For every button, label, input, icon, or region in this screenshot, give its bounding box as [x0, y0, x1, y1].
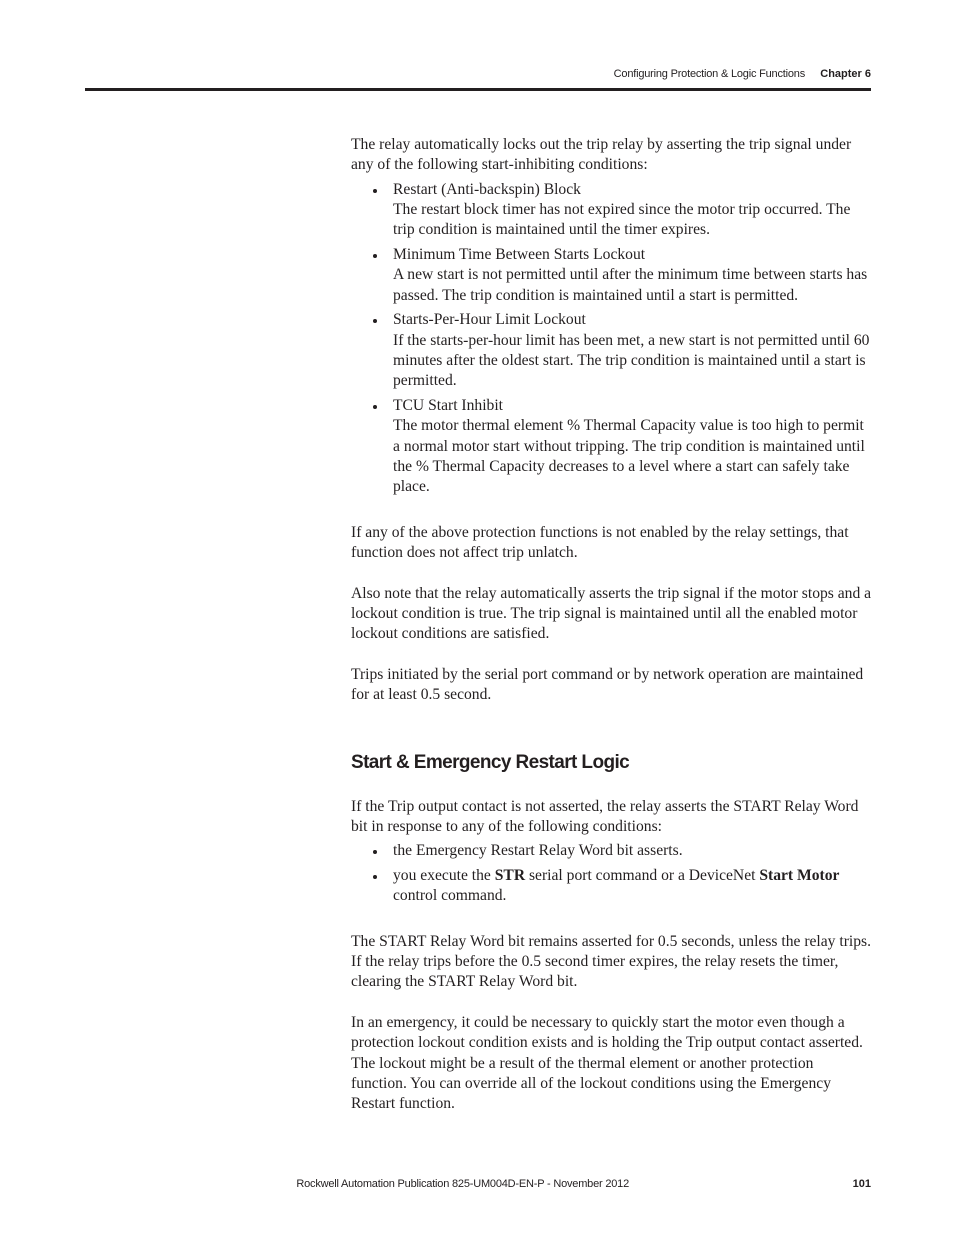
list-item — [351, 866, 873, 907]
list-item-text: The restart block timer has not expired since the motor trip occurred. The trip condition is maintained until the timer expires. — [393, 200, 851, 239]
bullet-icon — [373, 189, 377, 193]
str-command: STR — [494, 867, 526, 885]
page-number: 101 — [852, 1178, 871, 1190]
list-item-text: A new start is not permitted until after the minimum time between starts has passed. The trip condition is maintained until a start is permitted. — [393, 266, 868, 304]
section-heading: Start & Emergency Restart Logic — [351, 751, 630, 773]
bullet-icon — [373, 405, 377, 409]
bullet-icon — [373, 319, 377, 323]
page-footer — [85, 1176, 871, 1194]
list-item-title: Starts-Per-Hour Limit Lockout — [393, 311, 586, 329]
list-item-text-post: control command. — [393, 887, 507, 905]
section-intro-paragraph: If the Trip output contact is not asserted, the relay asserts the START Relay Word bit in response to any of the following conditions: — [351, 797, 859, 835]
header-rule — [85, 88, 871, 91]
list-item — [351, 180, 873, 241]
list-item-text-mid: serial port command or a DeviceNet — [525, 867, 760, 885]
list-item — [351, 396, 873, 497]
page-header — [85, 66, 871, 84]
bullet-icon — [373, 875, 377, 879]
list-item-title: Restart (Anti-backspin) Block — [393, 180, 581, 198]
list-item — [351, 245, 873, 306]
list-item-title: TCU Start Inhibit — [393, 397, 504, 415]
header-section-title: Configuring Protection & Logic Functions — [613, 68, 805, 80]
list-item — [351, 310, 873, 391]
list-item-title: Minimum Time Between Starts Lockout — [393, 245, 646, 263]
header-chapter-label: Chapter 6 — [820, 68, 871, 80]
paragraph-emergency-restart: In an emergency, it could be necessary to quickly start the motor even though a protection lockout condition exists and is holding the Trip output contact asserted. The lockout might be a result of the thermal element or another protection function. You can override all of the lockout conditions using the Emergency Restart function. — [351, 1014, 863, 1113]
intro-paragraph: The relay automatically locks out the trip relay by asserting the trip signal under any of the following start-inhibiting conditions: — [351, 136, 852, 174]
lockout-conditions-list — [351, 180, 873, 498]
bullet-icon — [373, 254, 377, 258]
bullet-icon — [373, 850, 377, 854]
list-item — [351, 841, 873, 861]
paragraph-start-bit-timing: The START Relay Word bit remains asserted for 0.5 seconds, unless the relay trips. If the relay trips before the 0.5 second timer expires, the relay resets the timer, clearing the START Relay Word bit. — [351, 932, 871, 991]
list-item-text: If the starts-per-hour limit has been met, a new start is not permitted until 60 minutes after the oldest start. The trip condition is maintained until a start is permitted. — [393, 331, 870, 390]
body-content — [351, 135, 873, 1114]
paragraph-trip-unlatch: If any of the above protection functions is not enabled by the relay settings, that function does not affect trip unlatch. — [351, 523, 849, 561]
list-item-text: the Emergency Restart Relay Word bit asserts. — [393, 842, 683, 860]
start-motor-command: Start Motor — [759, 867, 840, 885]
list-item-text: The motor thermal element % Thermal Capacity value is too high to permit a normal motor start without tripping. The trip condition is maintained until the % Thermal Capacity decreases to a level where a start can safely take place. — [393, 417, 865, 496]
publication-info: Rockwell Automation Publication 825-UM004D-EN-P - November 2012 — [296, 1178, 629, 1190]
start-conditions-list — [351, 841, 873, 906]
paragraph-serial-trips: Trips initiated by the serial port command or by network operation are maintained for at least 0.5 second. — [351, 666, 864, 704]
list-item-text-pre: you execute the — [393, 867, 495, 885]
paragraph-motor-stop-note: Also note that the relay automatically asserts the trip signal if the motor stops and a lockout condition is true. The trip signal is maintained until all the enabled motor lockout conditions are satisfied. — [351, 584, 872, 643]
